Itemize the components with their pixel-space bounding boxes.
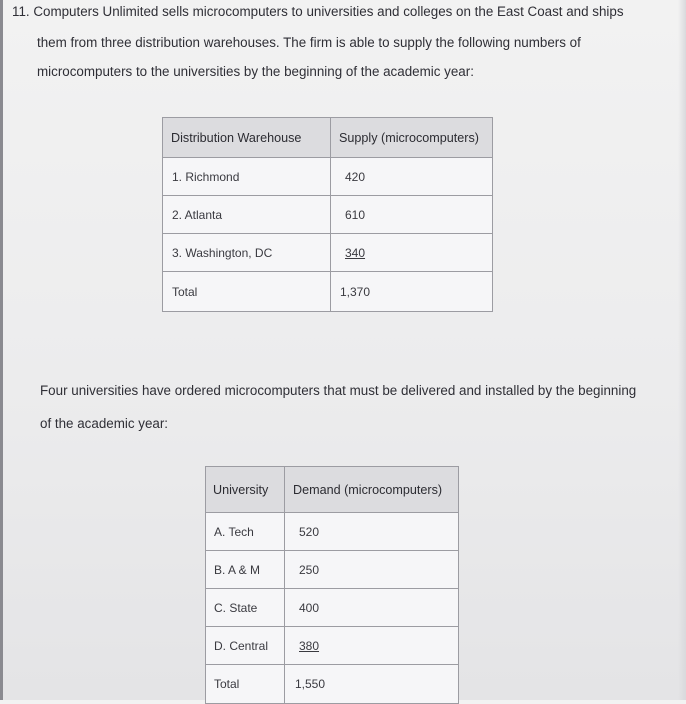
table-row — [163, 158, 493, 196]
demand-header-demand: Demand (microcomputers) — [285, 467, 459, 513]
warehouse-name: 2. Atlanta — [163, 196, 331, 234]
demand-total-label: Total — [206, 665, 285, 704]
problem-line-3: microcomputers to the universities by the beginning of the academic year: — [37, 64, 474, 79]
table-row — [206, 589, 459, 627]
supply-total-label: Total — [163, 272, 331, 312]
supply-value: 610 — [331, 196, 493, 234]
paragraph-line-2: of the academic year: — [40, 416, 169, 431]
demand-value: 520 — [285, 513, 459, 551]
supply-header-warehouse: Distribution Warehouse — [163, 118, 331, 158]
problem-line-1: 11. Computers Unlimited sells microcomputers to universities and colleges on the East Coast and ships — [12, 4, 624, 19]
supply-total-row — [163, 272, 493, 312]
page-edge — [0, 0, 3, 700]
problem-line-2: them from three distribution warehouses. The firm is able to supply the following numbers of — [37, 35, 581, 50]
table-row — [206, 551, 459, 589]
demand-value: 380 — [299, 638, 320, 653]
page-shadow — [678, 0, 686, 700]
table-row — [163, 234, 493, 272]
demand-header-row — [206, 467, 459, 513]
university-name: A. Tech — [206, 513, 285, 551]
university-name: B. A & M — [206, 551, 285, 589]
demand-value: 250 — [285, 551, 459, 589]
supply-table — [162, 117, 493, 312]
supply-value: 340 — [345, 245, 366, 260]
demand-total-value: 1,550 — [285, 665, 459, 704]
supply-total-value: 1,370 — [331, 272, 493, 312]
demand-header-university: University — [206, 467, 285, 513]
university-name: C. State — [206, 589, 285, 627]
university-name: D. Central — [206, 627, 285, 665]
table-row — [206, 627, 459, 665]
supply-header-row — [163, 118, 493, 158]
supply-header-supply: Supply (microcomputers) — [331, 118, 493, 158]
demand-value: 400 — [285, 589, 459, 627]
table-row — [206, 513, 459, 551]
demand-table — [205, 466, 459, 704]
warehouse-name: 3. Washington, DC — [163, 234, 331, 272]
demand-total-row — [206, 665, 459, 704]
paragraph-line-1: Four universities have ordered microcomputers that must be delivered and installed by the beginning — [40, 383, 637, 398]
supply-value: 420 — [331, 158, 493, 196]
table-row — [163, 196, 493, 234]
warehouse-name: 1. Richmond — [163, 158, 331, 196]
